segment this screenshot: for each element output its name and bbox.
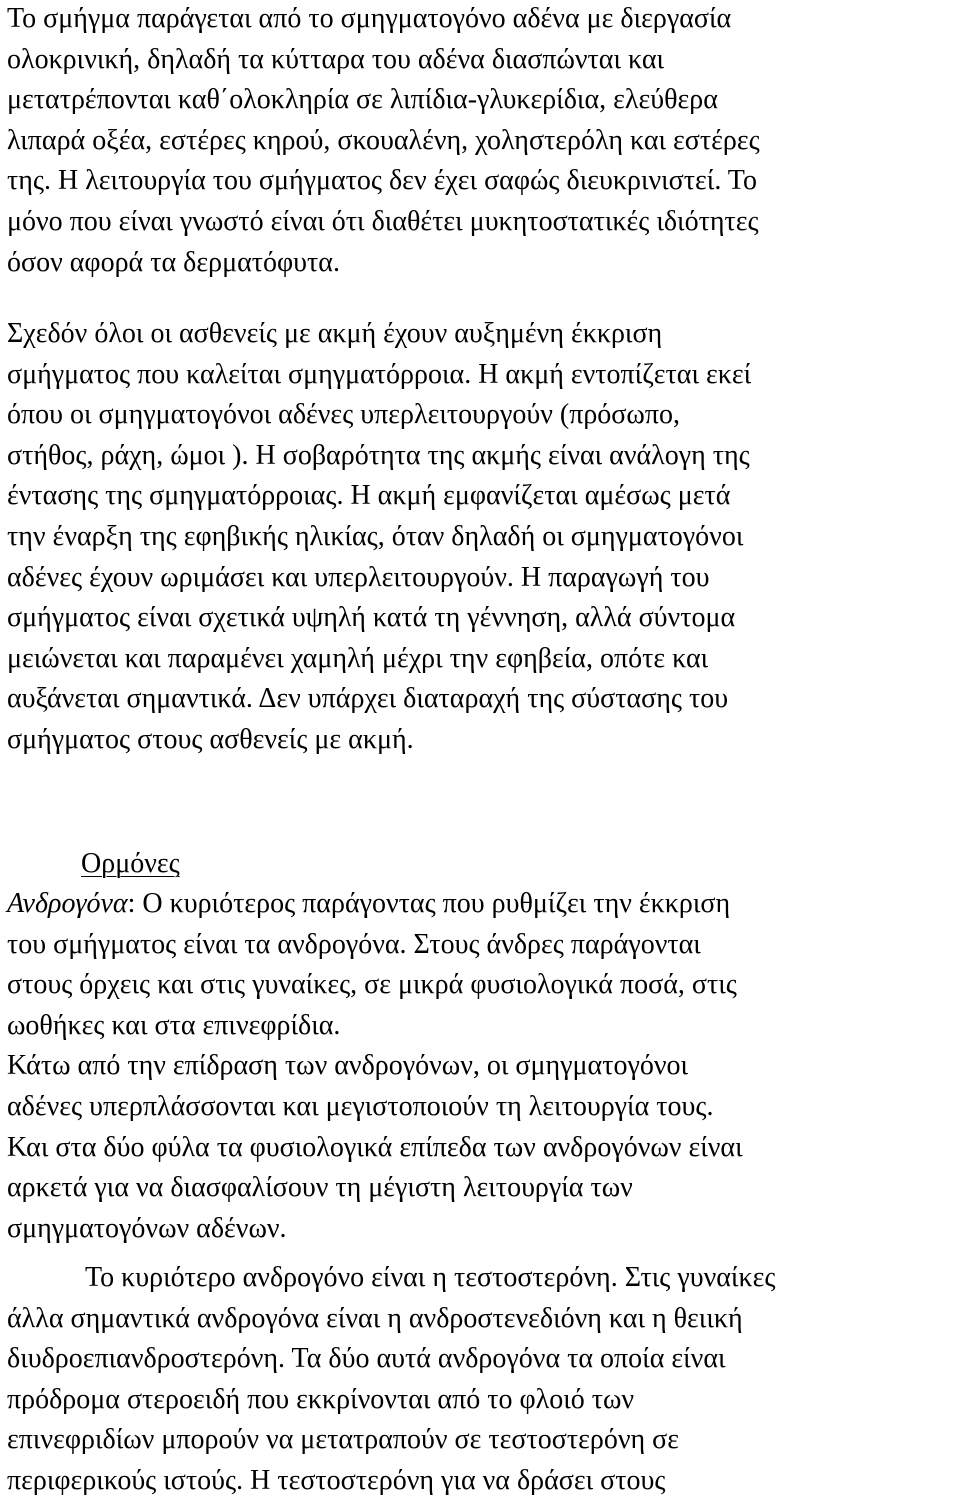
text-line: αδένες υπερπλάσσονται και μεγιστοποιούν τη λειτουργία τους.: [7, 1090, 714, 1122]
text-line: ωοθήκες και στα επινεφρίδια.: [7, 1009, 341, 1041]
paragraph-sebum-production: [7, 0, 960, 283]
text-line: στήθος, ράχη, ώμοι ). Η σοβαρότητα της ακμής είναι ανάλογη της: [7, 439, 750, 471]
text-line: Το σμήγμα παράγεται από το σμηγματογόνο αδένα με διεργασία: [7, 3, 732, 34]
text-line: στους όρχεις και στις γυναίκες, σε μικρά φυσιολογικά ποσά, στις: [7, 969, 737, 1001]
text-line: ολοκρινική, δηλαδή τα κύτταρα του αδένα διασπώνται και: [7, 43, 665, 75]
paragraph-testosterone: [7, 1258, 960, 1502]
italic-term: Ανδρογόνα: [7, 888, 128, 919]
text-line: περιφερικούς ιστούς. Η τεστοστερόνη για να δράσει στους: [7, 1464, 666, 1496]
text-line: αρκετά για να διασφαλίσουν τη μέγιστη λειτουργία των: [7, 1172, 633, 1204]
section-heading: Ορμόνες: [81, 848, 180, 879]
text-line: σμηγματογόνων αδένων.: [7, 1212, 287, 1244]
text-line: μειώνεται και παραμένει χαμηλή μέχρι την εφηβεία, οπότε και: [7, 642, 709, 674]
text-line: σμήγματος είναι σχετικά υψηλή κατά τη γέννηση, αλλά σύντομα: [7, 602, 736, 634]
paragraph-androgens: [7, 884, 960, 1249]
paragraph-seborrhea: [7, 314, 960, 761]
text-line: διυδροεπιανδροστερόνη. Τα δύο αυτά ανδρογόνα τα οποία είναι: [7, 1343, 726, 1375]
text-line: άλλα σημαντικά ανδρογόνα είναι η ανδροστενεδιόνη και η θειική: [7, 1302, 743, 1334]
text-line: μόνο που είναι γνωστό είναι ότι διαθέτει μυκητοστατικές ιδιότητες: [7, 205, 759, 237]
section-hormones: [7, 844, 960, 885]
text-run: : Ο κυριότερος παράγοντας που ρυθμίζει την έκκριση: [127, 888, 731, 919]
text-line: Σχεδόν όλοι οι ασθενείς με ακμή έχουν αυξημένη έκκριση: [7, 318, 663, 349]
text-line: όσον αφορά τα δερματόφυτα.: [7, 246, 340, 278]
text-line: αυξάνεται σημαντικά. Δεν υπάρχει διαταραχή της σύστασης του: [7, 683, 729, 715]
text-line: αδένες έχουν ωριμάσει και υπερλειτουργούν. Η παραγωγή του: [7, 561, 710, 593]
text-line-indented: Το κυριότερο ανδρογόνο είναι η τεστοστερόνη. Στις γυναίκες: [85, 1262, 776, 1293]
text-line: πρόδρομα στεροειδή που εκκρίνονται από το φλοιό των: [7, 1383, 635, 1415]
text-line: σμήγματος που καλείται σμηγματόρροια. Η ακμή εντοπίζεται εκεί: [7, 358, 752, 390]
text-line: του σμήγματος είναι τα ανδρογόνα. Στους άνδρες παράγονται: [7, 928, 701, 960]
text-line: επινεφριδίων μπορούν να μετατραπούν σε τεστοστερόνη σε: [7, 1424, 679, 1456]
text-line: της. Η λειτουργία του σμήγματος δεν έχει σαφώς διευκρινιστεί. Το: [7, 165, 757, 197]
text-line: σμήγματος στους ασθενείς με ακμή.: [7, 723, 414, 755]
text-line: Κάτω από την επίδραση των ανδρογόνων, οι σμηγματογόνοι: [7, 1050, 689, 1082]
text-line: την έναρξη της εφηβικής ηλικίας, όταν δηλαδή οι σμηγματογόνοι: [7, 520, 744, 552]
text-line: λιπαρά οξέα, εστέρες κηρού, σκουαλένη, χοληστερόλη και εστέρες: [7, 124, 760, 156]
text-line: Και στα δύο φύλα τα φυσιολογικά επίπεδα των ανδρογόνων είναι: [7, 1131, 743, 1163]
text-line: έντασης της σμηγματόρροιας. Η ακμή εμφανίζεται αμέσως μετά: [7, 480, 731, 512]
text-line: όπου οι σμηγματογόνοι αδένες υπερλειτουργούν (πρόσωπο,: [7, 399, 680, 431]
text-line: μετατρέπονται καθ΄ολοκληρία σε λιπίδια-γλυκερίδια, ελεύθερα: [7, 84, 718, 116]
text-line-first: [7, 884, 960, 925]
